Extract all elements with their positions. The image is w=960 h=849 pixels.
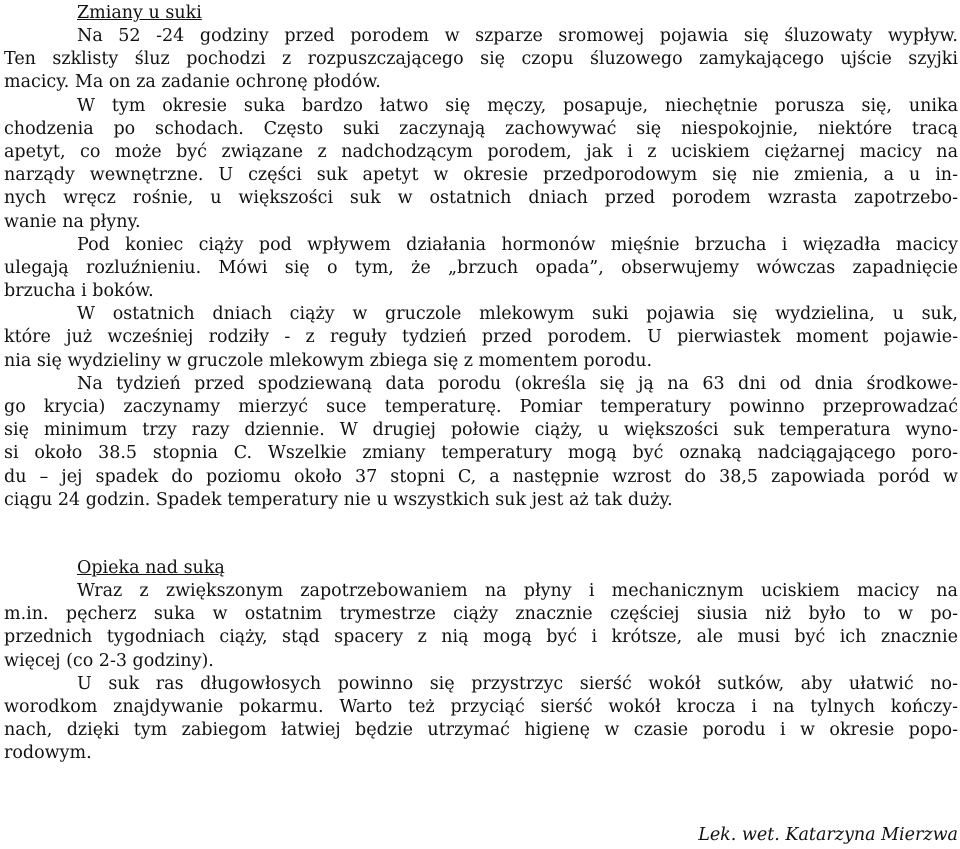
text-line: nach, dzięki tym zabiegom łatwiej będzie utrzymać higienę w czasie porodu i w okresie popo- xyxy=(4,720,958,741)
text-line: przednich tygodniach ciąży, stąd spacery z nią mogą być i krótsze, ale musi być ich znacznie xyxy=(4,627,958,648)
section-body-opieka-nad-suka xyxy=(4,580,958,766)
section-heading-opieka-nad-suka: Opieka nad suką xyxy=(77,558,225,578)
text-line: ciągu 24 godzin. Spadek temperatury nie u wszystkich suk jest aż tak duży. xyxy=(4,489,673,510)
text-line: m.in. pęcherz suka w ostatnim trymestrze ciąży znacznie częściej siusia niż było to w po- xyxy=(4,604,958,625)
text-line: apetyt, co może być związane z nadchodzącym porodem, jak i z uciskiem ciężarnej macicy na xyxy=(4,141,958,162)
text-line: worodkom znajdywanie pokarmu. Warto też przyciąć sierść wokół krocza i na tylnych kończy- xyxy=(4,696,958,717)
text-line: które już wcześniej rodziły - z reguły tydzień przed porodem. U pierwiastek moment pojawie- xyxy=(4,327,958,348)
document-page xyxy=(4,0,958,849)
text-line: U suk ras długowłosych powinno się przystrzyc sierść wokół sutków, aby ułatwić no- xyxy=(77,673,958,694)
text-line: nia się wydzieliny w gruczole mlekowym zbiega się z momentem porodu. xyxy=(4,350,653,371)
text-line: W ostatnich dniach ciąży w gruczole mlekowym suki pojawia się wydzielina, u suk, xyxy=(77,304,958,325)
text-line: się minimum trzy razy dziennie. W drugiej połowie ciąży, u większości suk temperatura wyno- xyxy=(4,420,958,441)
text-line: nych wręcz rośnie, u większości suk w ostatnich dniach przed porodem wzrasta zapotrzebo- xyxy=(4,188,958,209)
text-line: więcej (co 2-3 godziny). xyxy=(4,650,214,671)
text-line: narządy wewnętrzne. U części suk apetyt w okresie przedporodowym się nie zmienia, a u in- xyxy=(4,165,958,186)
text-line: brzucha i boków. xyxy=(4,281,154,302)
text-line: Na tydzień przed spodziewaną data porodu (określa się ją na 63 dni od dnia środkowe- xyxy=(77,373,958,394)
text-line: Wraz z zwiększonym zapotrzebowaniem na płyny i mechanicznym uciskiem macicy na xyxy=(77,581,958,601)
section-heading-zmiany-u-suki: Zmiany u suki xyxy=(77,3,202,23)
section-body-zmiany-u-suki xyxy=(4,25,958,512)
text-line: ulegają rozluźnieniu. Mówi się o tym, że „brzuch opada”, obserwujemy wówczas zapadnięcie xyxy=(4,257,958,278)
text-line: du – jej spadek do poziomu około 37 stopni C, a następnie wzrost do 38,5 zapowiada poród w xyxy=(4,466,958,487)
text-line: chodzenia po schodach. Często suki zaczynają zachowywać się niespokojnie, niektóre tracą xyxy=(4,118,958,139)
text-line: Ten szklisty śluz pochodzi z rozpuszczającego się czopu śluzowego zamykającego ujście szyjki xyxy=(4,49,958,70)
text-line: Pod koniec ciąży pod wpływem działania hormonów mięśnie brzucha i więzadła macicy xyxy=(77,234,958,255)
text-line: go krycia) zaczynamy mierzyć suce temperaturę. Pomiar temperatury powinno przeprowadzać xyxy=(4,397,958,417)
text-line: si około 38.5 stopnia C. Wszelkie zmiany temperatury mogą być oznaką nadciągającego poro- xyxy=(4,443,958,464)
author-signature: Lek. wet. Katarzyna Mierzwa xyxy=(698,825,958,845)
text-line: Na 52 -24 godziny przed porodem w szparze sromowej pojawia się śluzowaty wypływ. xyxy=(77,26,958,46)
text-line: W tym okresie suka bardzo łatwo się męczy, posapuje, niechętnie porusza się, unika xyxy=(77,95,958,116)
text-line: macicy. Ma on za zadanie ochronę płodów. xyxy=(4,72,381,93)
text-line: rodowym. xyxy=(4,743,92,764)
text-line: wanie na płyny. xyxy=(4,211,141,232)
